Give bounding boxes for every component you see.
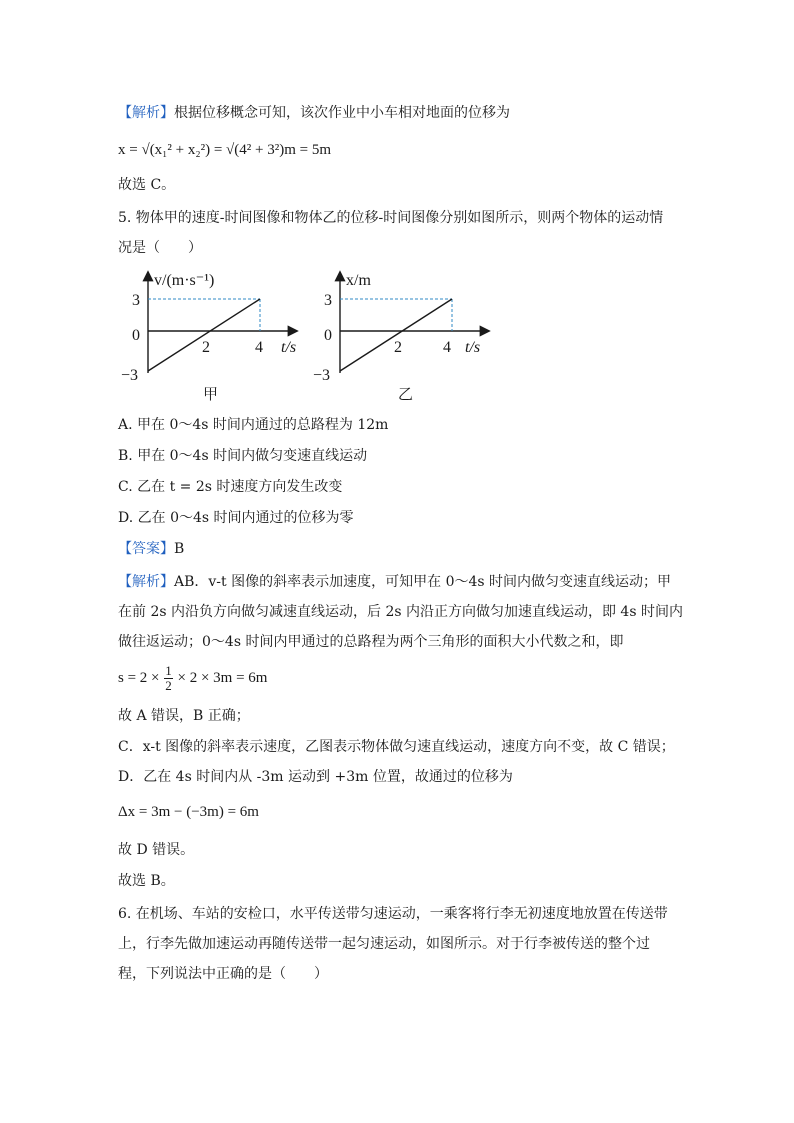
question-6-line-2: 上，行李先做加速运动再随传送带一起匀速运动，如图所示。对于行李被传送的整个过 bbox=[118, 936, 650, 952]
analysis-paragraph-1 bbox=[118, 103, 510, 123]
fraction bbox=[164, 664, 173, 693]
x-tick-2: 2 bbox=[202, 339, 210, 356]
path-equation bbox=[118, 663, 267, 693]
question-5-line-2: 况是（ ） bbox=[118, 240, 202, 256]
answer-line bbox=[118, 539, 184, 559]
analysis-tag: 【解析】 bbox=[118, 105, 174, 121]
x-tick-2: 2 bbox=[394, 339, 402, 356]
y-axis-label: v/(m·s⁻¹) bbox=[154, 272, 215, 289]
analysis-c: C．x-t 图像的斜率表示速度，乙图表示物体做匀速直线运动，速度方向不变，故 C 错误； bbox=[118, 739, 675, 755]
question-5-line-1: 5. 物体甲的速度-时间图像和物体乙的位移-时间图像分别如图所示，则两个物体的运动情 bbox=[118, 210, 664, 226]
answer-value: B bbox=[174, 541, 185, 557]
y-tick-3: 3 bbox=[324, 292, 332, 309]
option-d: D. 乙在 0～4s 时间内通过的位移为零 bbox=[118, 510, 354, 526]
answer-tag: 【答案】 bbox=[118, 541, 174, 557]
fraction-denominator: 2 bbox=[165, 678, 172, 694]
final-answer: 故选 B。 bbox=[118, 873, 175, 889]
analysis-line-3: 做往返运动；0～4s 时间内甲通过的总路程为两个三角形的面积大小代数之和，即 bbox=[118, 634, 624, 650]
caption-jia: 甲 bbox=[203, 385, 219, 403]
displacement-equation-d: Δx = 3m − (−3m) = 6m bbox=[118, 804, 259, 820]
y-axis-label: x/m bbox=[346, 272, 371, 289]
eq-left: s = 2 × bbox=[118, 670, 160, 686]
analysis-d: D．乙在 4s 时间内从 -3m 运动到 +3m 位置，故通过的位移为 bbox=[118, 769, 513, 785]
option-b: B. 甲在 0～4s 时间内做匀变速直线运动 bbox=[118, 448, 368, 464]
y-tick-minus-3: −3 bbox=[121, 367, 139, 384]
x-axis-label: t/s bbox=[465, 339, 481, 356]
analysis-line-1 bbox=[118, 572, 671, 592]
caption-yi: 乙 bbox=[398, 385, 414, 403]
option-a: A. 甲在 0～4s 时间内通过的总路程为 12m bbox=[118, 417, 389, 433]
option-c: C. 乙在 t = 2s 时速度方向发生改变 bbox=[118, 479, 343, 495]
analysis-tag: 【解析】 bbox=[118, 574, 174, 590]
x-axis-label: t/s bbox=[281, 339, 297, 356]
x-tick-4: 4 bbox=[443, 339, 451, 356]
fraction-numerator: 1 bbox=[165, 663, 172, 679]
y-tick-0: 0 bbox=[324, 327, 332, 344]
x-tick-4: 4 bbox=[255, 339, 263, 356]
position-line bbox=[340, 299, 452, 371]
displacement-equation: x = √(x₁² + x₂²) = √(4² + 3²)m = 5m bbox=[118, 142, 332, 158]
graph-jia bbox=[118, 268, 313, 408]
analysis-line-2: 在前 2s 内沿负方向做匀减速直线运动，后 2s 内沿正方向做匀加速直线运动，即 4s 时间内 bbox=[118, 604, 683, 620]
y-tick-3: 3 bbox=[132, 292, 140, 309]
y-tick-0: 0 bbox=[132, 327, 140, 344]
eq-right: × 2 × 3m = 6m bbox=[177, 670, 268, 686]
question-6-line-1: 6. 在机场、车站的安检口，水平传送带匀速运动，一乘客将行李无初速度地放置在传送带 bbox=[118, 906, 668, 922]
conclusion-d: 故 D 错误。 bbox=[118, 842, 195, 858]
conclusion-ab: 故 A 错误，B 正确； bbox=[118, 708, 250, 724]
question-6-line-3: 程，下列说法中正确的是（ ） bbox=[118, 966, 328, 982]
y-tick-minus-3: −3 bbox=[313, 367, 331, 384]
graph-yi bbox=[310, 268, 505, 408]
analysis-text: AB．v-t 图像的斜率表示加速度，可知甲在 0～4s 时间内做匀变速直线运动；甲 bbox=[174, 574, 672, 590]
conclusion-1: 故选 C。 bbox=[118, 177, 176, 193]
velocity-line bbox=[148, 299, 260, 371]
analysis-text: 根据位移概念可知，该次作业中小车相对地面的位移为 bbox=[174, 105, 510, 121]
